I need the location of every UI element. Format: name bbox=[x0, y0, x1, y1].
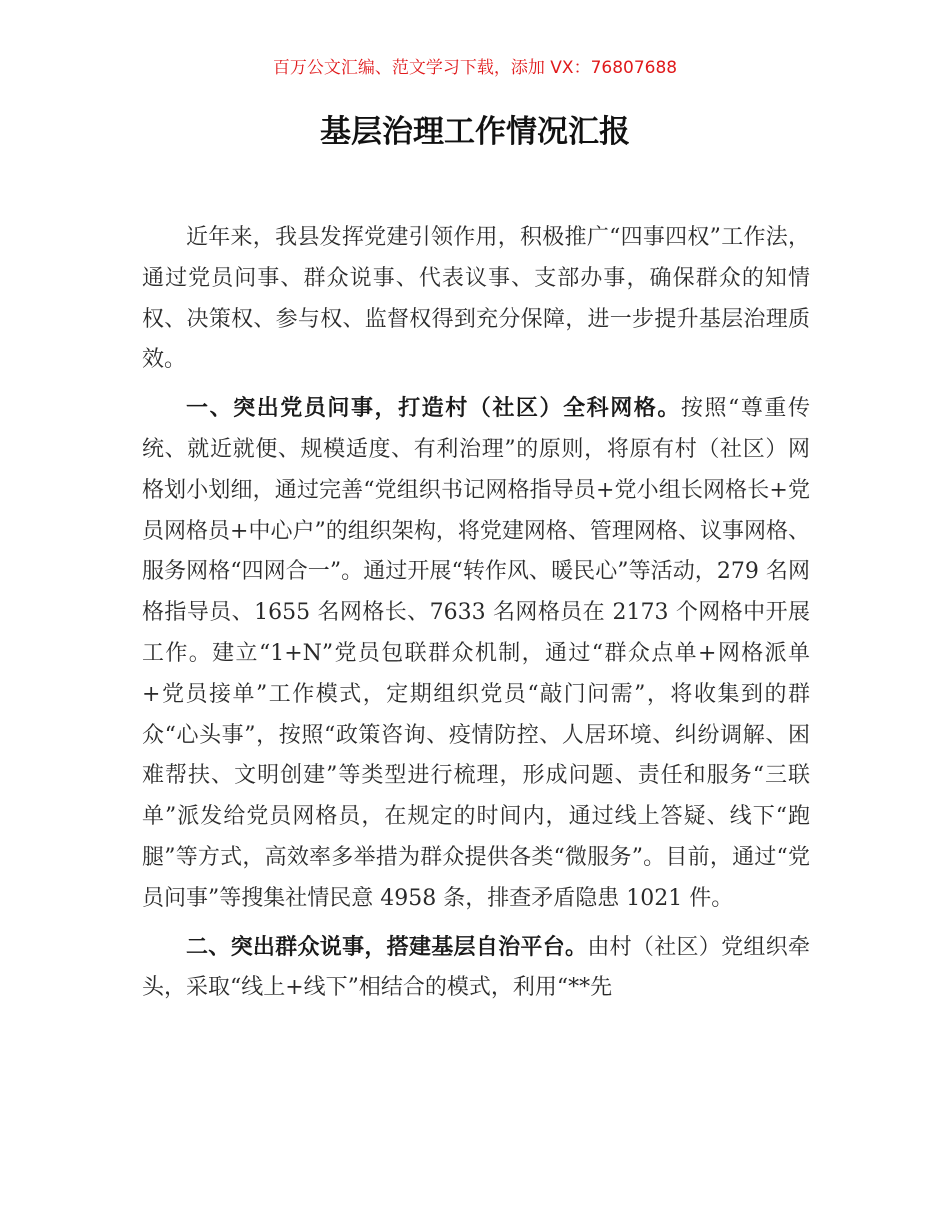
section-heading: 二、突出群众说事，搭建基层自治平台。 bbox=[186, 934, 588, 960]
paragraph-text: 按照“尊重传统、就近就便、规模适度、有利治理”的原则，将原有村（社区）网格划小划细，通过完善“党组织书记网格指导员+党小组长网格长+党员网格员+中心户”的组织架构，将党建网格、管理网格、议事网格、服务网格“四网合一”。通过开展“转作风、暖民心”等活动，279 名网格指导员、1655 名网格长、7633 名网格员在 2173 个网格中开展工作。建立“1+N”党员包联群众机制，通过“群众点单+网格派单+党员接单”工作模式，定期组织党员“敲门问需”，将收集到的群众“心头事”，按照“政策咨询、疫情防控、人居环境、纠纷调解、困难帮扶、文明创建”等类型进行梳理，形成问题、责任和服务“三联单”派发给党员网格员，在规定的时间内，通过线上答疑、线下“跑腿”等方式，高效率多举措为群众提供各类“微服务”。目前，通过“党员问事”等搜集社情民意 4958 条，排查矛盾隐患 1021 件。 bbox=[142, 396, 810, 911]
paragraph-text: 近年来，我县发挥党建引领作用，积极推广“四事四权”工作法，通过党员问事、群众说事、代表议事、支部办事，确保群众的知情权、决策权、参与权、监督权得到充分保障，进一步提升基层治理质效。 bbox=[142, 225, 810, 373]
document-title: 基层治理工作情况汇报 bbox=[320, 114, 630, 150]
section-heading: 一、突出党员问事，打造村（社区）全科网格。 bbox=[186, 396, 681, 422]
document-body bbox=[142, 218, 810, 1017]
header-watermark-note: 百万公文汇编、范文学习下载，添加 VX：76807688 bbox=[272, 58, 678, 78]
paragraph-intro bbox=[142, 218, 810, 381]
paragraph-section-2 bbox=[142, 928, 810, 1010]
paragraph-section-1 bbox=[142, 389, 810, 919]
paragraph-text: 由村（社区）党组织牵头，采取“线上+线下”相结合的模式，利用“**先 bbox=[142, 934, 810, 1001]
